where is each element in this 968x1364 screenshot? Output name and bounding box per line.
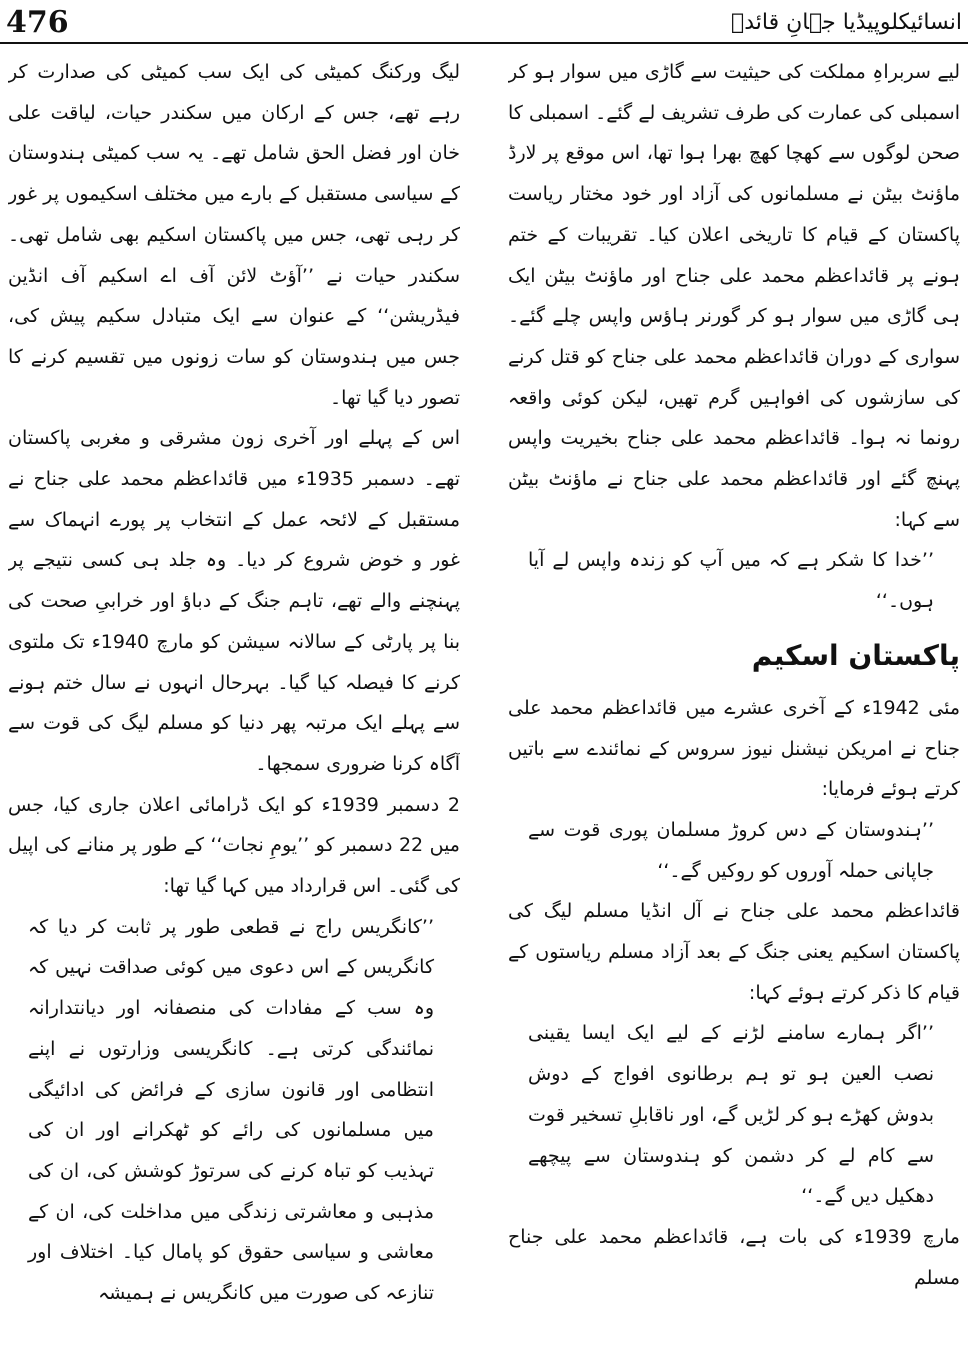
running-title: انسائیکلوپیڈیا جہانِ قائدؒ bbox=[731, 10, 962, 35]
paragraph: قائداعظم محمد علی جناح نے آل انڈیا مسلم لیگ کی پاکستان اسکیم یعنی جنگ کے بعد آزاد مسلم ریاستوں کے قیام کا ذکر کرتے ہوئے کہا: bbox=[508, 900, 960, 1004]
paragraph: لیگ ورکنگ کمیٹی کی ایک سب کمیٹی کی صدارت کر رہے تھے، جس کے ارکان میں سکندر حیات، لیاقت علی خان اور فضل الحق شامل تھے۔ یہ سب کمیٹی ہندوستان کے سیاسی مستقبل کے بارے میں مختلف اسکیموں پر غور کر رہی تھی، جس میں پاکستان اسکیم بھی شامل تھی۔ سکندر حیات نے ’’آؤٹ لائن آف اے اسکیم آف انڈین فیڈریشن‘‘ کے عنوان سے ایک متبادل سکیم پیش کی، جس میں ہندوستان کو سات زونوں میں تقسیم کرنے کا تصور دیا گیا تھا۔ bbox=[8, 61, 460, 409]
section-heading: پاکستان اسکیم bbox=[751, 638, 960, 672]
quotation: ’’ہندوستان کے دس کروڑ مسلمان پوری قوت سے جاپانی حملہ آوروں کو روکیں گے۔‘‘ bbox=[528, 818, 934, 882]
page-header bbox=[0, 0, 968, 48]
quotation: ’’اگر ہمارے سامنے لڑنے کے لیے ایک ایسا یقینی نصب العین ہو تو ہم برطانوی افواج کے دوش بدوش کھڑے ہو کر لڑیں گے، اور ناقابلِ تسخیر قوت سے کام لے کر دشمن کو ہندوستان سے پیچھے دھکیل دیں گے۔‘‘ bbox=[528, 1022, 934, 1208]
right-column bbox=[508, 52, 960, 1360]
left-column bbox=[8, 52, 460, 1360]
paragraph: لیے سربراہِ مملکت کی حیثیت سے گاڑی میں سوار ہو کر اسمبلی کی عمارت کی طرف تشریف لے گئے۔ اسمبلی کا صحن لوگوں سے کھچا کھچ بھرا ہوا تھا، اس موقع پر لارڈ ماؤنٹ بیٹن نے مسلمانوں کی آزاد اور خود مختار ریاست پاکستان کے قیام کا تاریخی اعلان کیا۔ تقریبات کے ختم ہونے پر قائداعظم محمد علی جناح اور ماؤنٹ بیٹن ایک ہی گاڑی میں سوار ہو کر گورنر ہاؤس واپس چلے گئے۔ سواری کے دوران قائداعظم محمد علی جناح کو قتل کرنے کی سازشوں کی افواہیں گرم تھیں، لیکن کوئی واقعہ رونما نہ ہوا۔ قائداعظم محمد علی جناح بخیریت واپس پہنچ گئے اور قائداعظم محمد علی جناح نے ماؤنٹ بیٹن سے کہا: bbox=[508, 61, 960, 531]
paragraph: اس کے پہلے اور آخری زون مشرقی و مغربی پاکستان تھے۔ دسمبر 1935ء میں قائداعظم محمد علی جناح نے مستقبل کے لائحہ عمل کے انتخاب پر پورے انہماک سے غور و خوض شروع کر دیا۔ وہ جلد ہی کسی نتیجے پر پہنچنے والے تھے، تاہم جنگ کے دباؤ اور خرابیِ صحت کی بنا پر پارٹی کے سالانہ سیشن کو مارچ 1940ء تک ملتوی کرنے کا فیصلہ کیا گیا۔ بہرحال انہوں نے سال ختم ہونے سے پہلے ایک مرتبہ پھر دنیا کو مسلم لیگ کی قوت سے آگاہ کرنا ضروری سمجھا۔ bbox=[8, 427, 460, 775]
paragraph: مئی 1942ء کے آخری عشرے میں قائداعظم محمد علی جناح نے امریکن نیشنل نیوز سروس کے نمائندے سے باتیں کرتے ہوئے فرمایا: bbox=[508, 696, 960, 801]
paragraph: مارچ 1939ء کی بات ہے، قائداعظم محمد علی جناح مسلم bbox=[508, 1225, 960, 1289]
paragraph: 2 دسمبر 1939ء کو ایک ڈرامائی اعلان جاری کیا، جس میں 22 دسمبر کو ’’یومِ نجات‘‘ کے طور پر منانے کی اپیل کی گئی۔ اس قرارداد میں کہا گیا تھا: bbox=[8, 793, 460, 898]
page-number: 476 bbox=[6, 5, 69, 40]
header-rule bbox=[0, 42, 968, 44]
quotation: ’’کانگریس راج نے قطعی طور پر ثابت کر دیا کہ کانگریس کے اس دعوی میں کوئی صداقت نہیں کہ وہ سب کے مفادات کی منصفانہ اور دیانتدارانہ نمائندگی کرتی ہے۔ کانگریسی وزارتوں نے اپنے انتظامی اور قانون سازی کے فرائض کی ادائیگی میں مسلمانوں کی رائے کو ٹھکرانے اور ان کی تہذیب کو تباہ کرنے کی سرتوڑ کوشش کی، ان کی مذہبی و معاشرتی زندگی میں مداخلت کی، ان کے معاشی و سیاسی حقوق کو پامال کیا۔ اختلاف اور تنازعہ کی صورت میں کانگریس نے ہمیشہ bbox=[28, 915, 434, 1305]
quotation: ’’خدا کا شکر ہے کہ میں آپ کو زندہ واپس لے آیا ہوں۔‘‘ bbox=[528, 549, 934, 613]
